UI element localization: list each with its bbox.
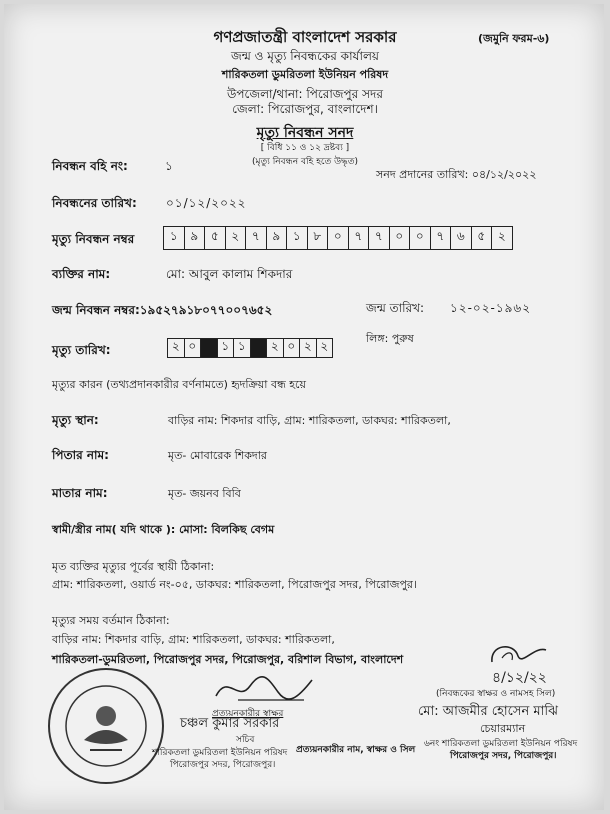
- perm-address-label: মৃত ব্যক্তির মৃত্যুর পূর্বের স্থায়ী ঠিকানা:: [52, 560, 215, 573]
- reg-digit-cell: ৫: [472, 227, 493, 249]
- date-separator-cell: [201, 339, 218, 357]
- form-code: (জমুনি ফরম-৬): [478, 32, 550, 45]
- district-line: জেলা: পিরোজপুর, বাংলাদেশ।: [232, 102, 378, 116]
- chairman-place: পিরোজপুর সদর, পিরোজপুর।: [450, 751, 557, 761]
- death-reg-no-label: মৃত্যু নিবন্ধন নম্বর: [52, 232, 135, 246]
- reg-digit-cell: ০: [328, 227, 349, 249]
- document-title: মৃত্যু নিবন্ধন সনদ: [256, 125, 354, 141]
- reg-digit-cell: ০: [390, 227, 411, 249]
- reg-digit-cell: ৭: [349, 227, 370, 249]
- reg-digit-cell: ১: [287, 227, 308, 249]
- chairman-name: মো: আজমীর হোসেন মাঝি: [418, 704, 558, 719]
- death-date-boxes: [167, 338, 333, 358]
- reg-digit-cell: ৬: [451, 227, 472, 249]
- reg-digit-cell: ২: [497, 229, 506, 243]
- upazila-line: উপজেলা/থানা: পিরোজপুর সদর: [227, 87, 383, 101]
- cause-of-death: মৃত্যুর কারন (তথ্যপ্রদানকারীর বর্ণনামতে) হৃদক্রিয়া বন্ধ হয়ে: [52, 378, 306, 391]
- birth-reg-no: জন্ম নিবন্ধন নম্বর:১৯৫২৭৯১৮০৭৭০০৭৬৫২: [52, 303, 273, 317]
- reg-date-label: নিবন্ধনের তারিখ:: [52, 196, 137, 210]
- reg-digit-cell: ০: [410, 227, 431, 249]
- date-digit-cell: ২: [300, 339, 317, 357]
- certifier-caption: প্রত্যয়নকারীর নাম, স্বাক্ষর ও সিল: [296, 745, 416, 755]
- date-digit-cell: ২: [267, 339, 284, 357]
- name-label: ব্যক্তির নাম:: [52, 267, 111, 281]
- union-seal: [48, 668, 164, 784]
- secretary-signature-icon: [208, 668, 318, 708]
- chairman-sign-date: ৪/১২/২২: [492, 670, 547, 686]
- date-digit-cell: ২: [320, 339, 329, 353]
- book-no-value: ১: [165, 159, 173, 173]
- seal-emblem-icon: [50, 670, 162, 782]
- place-value: বাড়ির নাম: শিকদার বাড়ি, গ্রাম: শারিকতলা, ডাকঘর: শারিকতলা,: [168, 414, 451, 427]
- mother-value: মৃত- জয়নব বিবি: [168, 487, 241, 500]
- secretary-place: পিরোজপুর সদর, পিরোজপুর।: [170, 760, 276, 770]
- death-reg-no-boxes: [163, 226, 513, 250]
- current-address-line1: বাড়ির নাম: শিকদার বাড়ি, গ্রাম: শারিকতলা, ডাকঘর: শারিকতলা,: [52, 633, 335, 646]
- date-digit-cell: ০: [185, 339, 202, 357]
- perm-address-value: গ্রাম: শারিকতলা, ওয়ার্ড নং-০৫, ডাকঘর: শারিকতলা, পিরোজপুর সদর, পিরোজপুর।: [52, 578, 417, 591]
- dob-label: জন্ম তারিখ:: [366, 301, 425, 315]
- registrar-caption: (নিবন্ধকের স্বাক্ষর ও নামসহ সিল): [436, 689, 556, 699]
- reg-digit-cell: ৫: [205, 227, 226, 249]
- secretary-office: শারিকতলা ডুমরিতলা ইউনিয়ন পরিষদ: [152, 748, 288, 758]
- left-sign-caption: প্রত্যয়নকারীর স্বাক্ষর: [212, 709, 284, 719]
- dob-value: ১২-০২-১৯৬২: [450, 301, 532, 315]
- secretary-name: চঞ্চল কুমার সরকার: [180, 716, 280, 731]
- current-address-label: মৃত্যুর সময় বর্তমান ঠিকানা:: [52, 614, 170, 627]
- reg-digit-cell: ৭: [246, 227, 267, 249]
- source-note: (মৃত্যু নিবন্ধন বহি হতে উদ্ধৃত): [251, 157, 359, 167]
- reg-digit-cell: ৭: [369, 227, 390, 249]
- reg-digit-cell: ৯: [267, 227, 288, 249]
- reg-digit-cell: ১: [164, 227, 185, 249]
- death-date-label: মৃত্যু তারিখ:: [52, 343, 111, 357]
- date-digit-cell: ২: [168, 339, 185, 357]
- place-label: মৃত্যু স্থান:: [52, 413, 99, 427]
- reg-digit-cell: ২: [226, 227, 247, 249]
- rule-reference: [ বিধি ১১ ও ১২ দ্রষ্টব্য ]: [260, 143, 350, 153]
- reg-digit-cell: ৯: [185, 227, 206, 249]
- gender: লিঙ্গ: পুরুষ: [366, 332, 414, 345]
- chairman-office: ৬নং শারিকতলা ডুমরিতলা ইউনিয়ন পরিষদ: [424, 739, 578, 749]
- reg-digit-cell: ৮: [308, 227, 329, 249]
- reg-digit-cell: ৭: [431, 227, 452, 249]
- father-label: পিতার নাম:: [52, 448, 109, 462]
- current-address-line2: শারিকতলা-ডুমরিতলা, পিরোজপুর সদর, পিরোজপুর, বরিশাল বিভাগ, বাংলাদেশ: [52, 653, 404, 666]
- chairman-title: চেয়ারম্যান: [480, 722, 526, 735]
- reg-date-value: ০১/১২/২০২২: [166, 196, 247, 210]
- secretary-title: সচিব: [236, 735, 255, 745]
- father-value: মৃত- মোবারেক শিকদার: [168, 449, 267, 462]
- date-digit-cell: ০: [284, 339, 301, 357]
- union-name: শারিকতলা ডুমরিতলা ইউনিয়ন পরিষদ: [221, 68, 389, 81]
- government-title: গণপ্রজাতন্ত্রী বাংলাদেশ সরকার: [213, 28, 397, 46]
- book-no-label: নিবন্ধন বহি নং:: [52, 159, 128, 173]
- spouse-name: স্বামী/স্ত্রীর নাম( যদি থাকে ): মোসা: বিলকিছ বেগম: [52, 523, 275, 536]
- office-name: জন্ম ও মৃত্যু নিবন্ধকের কার্যালয়: [231, 49, 379, 63]
- date-digit-cell: ১: [234, 339, 251, 357]
- mother-label: মাতার নাম:: [52, 486, 108, 500]
- name-value: মো: আবুল কালাম শিকদার: [166, 267, 293, 281]
- issue-date: সনদ প্রদানের তারিখ: ০৪/১২/২০২২: [376, 168, 537, 181]
- date-digit-cell: ১: [218, 339, 235, 357]
- date-separator-cell: [251, 339, 268, 357]
